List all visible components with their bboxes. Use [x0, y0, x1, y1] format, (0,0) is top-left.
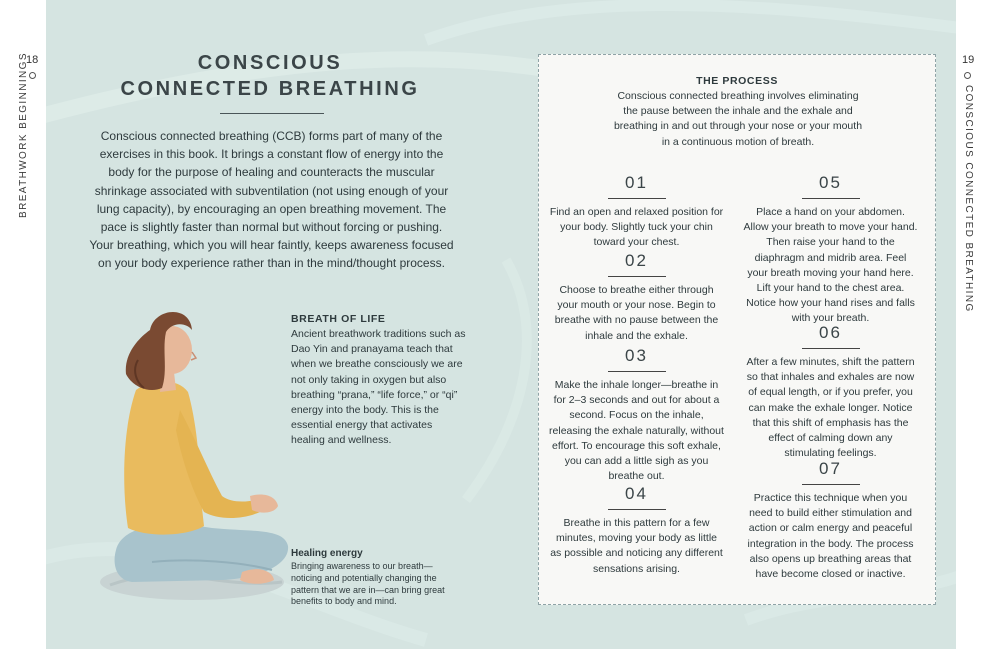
- page-title: [120, 50, 420, 102]
- running-head-left: BREATHWORK BEGINNINGS: [18, 52, 29, 218]
- step-number: 06: [819, 323, 842, 342]
- meditating-woman-illustration: [92, 300, 292, 620]
- process-heading: THE PROCESS: [696, 75, 778, 87]
- step-number: 05: [819, 173, 842, 192]
- step-text: Choose to breathe either through your mouth or your nose. Begin to breathe with no pause between the inhale and the exhale.: [554, 284, 719, 342]
- step-text: Practice this technique when you need to build either stimulation and action or calm energy and peaceful integration in the body. The process also opens up breathing areas that have become closed or inactive.: [747, 492, 914, 581]
- step-05: [743, 173, 918, 327]
- step-text: After a few minutes, shift the pattern so that inhales and exhales are now of equal length, or if you prefer, you can make the exhale longer. Notice that this shift of emphasis has the effect of calming down any stimulating feelings.: [746, 356, 915, 460]
- step-divider: [608, 276, 666, 277]
- step-number: 02: [625, 251, 648, 270]
- step-07: [743, 459, 918, 582]
- step-number: 03: [625, 346, 648, 365]
- caption-text: Bringing awareness to our breath—noticing and potentially changing the pattern that we are in—can bring great benefits to body and mind.: [291, 561, 445, 607]
- step-02: [549, 251, 724, 344]
- step-01: [549, 173, 724, 251]
- step-04: [549, 484, 724, 577]
- step-divider: [802, 198, 860, 199]
- title-divider: [220, 113, 324, 114]
- breath-of-life-text: Ancient breathwork traditions such as Dao Yin and pranayama teach that when we breathe consciously we are not only taking in oxygen but also breathing “prana,” “life force,” or “qi” energy into the body. This is the essential energy that activates healing and wellness.: [291, 328, 466, 447]
- process-intro: Conscious connected breathing involves eliminating the pause between the inhale and the exhale and breathing in and out through your nose or your mouth in a continuous motion of breath.: [613, 90, 863, 148]
- step-text: Make the inhale longer—breathe in for 2–3 seconds and out for about a second. Focus on the inhale, releasing the exhale naturally, without effort. To encourage this soft exhale, you can add a little sigh as you breathe out.: [549, 379, 724, 483]
- caption-heading: Healing energy: [291, 548, 363, 559]
- step-text: Breathe in this pattern for a few minutes, moving your body as little as possible and noticing any different sensations arising.: [550, 517, 723, 575]
- step-divider: [608, 371, 666, 372]
- running-head-right: CONSCIOUS CONNECTED BREATHING: [963, 85, 974, 313]
- folio-dot-left: [29, 72, 36, 79]
- step-divider: [608, 509, 666, 510]
- page-number-right: 19: [962, 54, 975, 66]
- title-line-1: CONSCIOUS: [197, 52, 343, 74]
- step-text: Find an open and relaxed position for your body. Slightly tuck your chin toward your chest.: [549, 206, 724, 249]
- step-divider: [802, 348, 860, 349]
- step-divider: [608, 198, 666, 199]
- page-number-left: 18: [26, 54, 39, 66]
- step-number: 01: [625, 173, 648, 192]
- step-divider: [802, 484, 860, 485]
- step-number: 04: [625, 484, 648, 503]
- step-03: [549, 346, 724, 484]
- step-text: Place a hand on your abdomen. Allow your breath to move your hand. Then raise your hand to the diaphragm and midrib area. Feel your breath moving your hand here. Lift your hand to the chest area. Notice how your hand rises and falls with your breath.: [743, 206, 918, 325]
- intro-paragraph: Conscious connected breathing (CCB) forms part of many of the exercises in this book. It brings a constant flow of energy into the body for the purpose of healing and counteracts the muscular shrinkage associated with subventilation (not using enough of your lung capacity), by encouraging an open breathing movement. The pace is slightly faster than normal but without forcing or pushing. Your breathing, which you will hear faintly, keeps awareness focused on your body experience rather than in the mind/thought process.: [89, 129, 454, 271]
- process-panel: [538, 54, 936, 605]
- step-06: [743, 323, 918, 461]
- folio-dot-right: [964, 72, 971, 79]
- title-line-2: CONNECTED BREATHING: [120, 78, 420, 100]
- breath-of-life-heading: BREATH OF LIFE: [291, 313, 386, 325]
- step-number: 07: [819, 459, 842, 478]
